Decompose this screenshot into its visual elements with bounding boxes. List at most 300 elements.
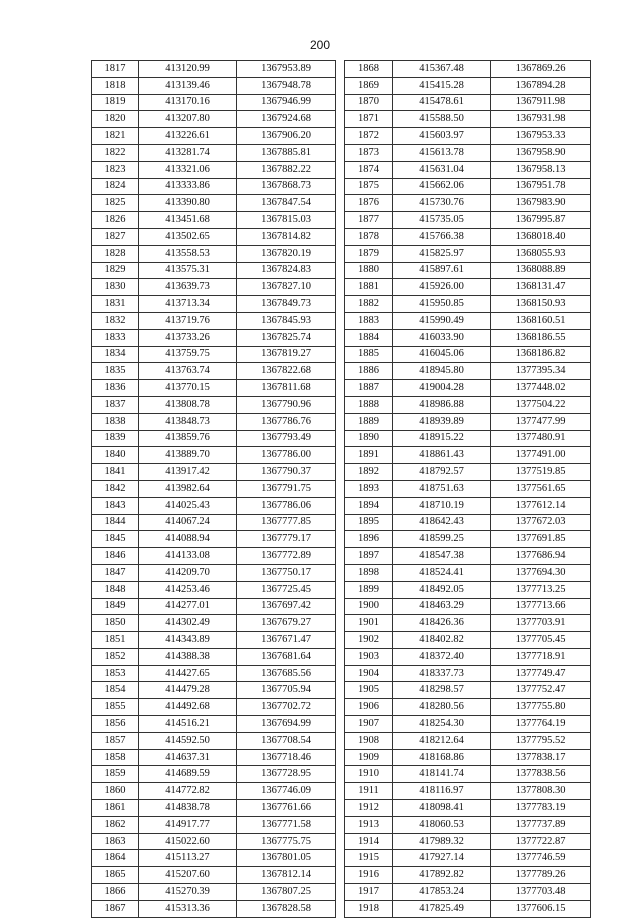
y-coordinate-cell: 1377703.48	[491, 884, 591, 901]
table-row	[92, 94, 336, 111]
point-number-cell: 1843	[92, 497, 139, 514]
table-row	[345, 128, 591, 145]
y-coordinate-cell: 1367786.00	[237, 447, 336, 464]
point-number-cell: 1825	[92, 195, 139, 212]
point-number-cell: 1911	[345, 783, 393, 800]
y-coordinate-cell: 1377561.65	[491, 480, 591, 497]
point-number-cell: 1823	[92, 161, 139, 178]
table-row	[92, 800, 336, 817]
table-row	[92, 749, 336, 766]
point-number-cell: 1887	[345, 380, 393, 397]
point-number-cell: 1839	[92, 430, 139, 447]
table-row	[92, 61, 336, 78]
table-row	[345, 850, 591, 867]
y-coordinate-cell: 1367685.56	[237, 665, 336, 682]
y-coordinate-cell: 1367958.90	[491, 144, 591, 161]
y-coordinate-cell: 1367697.42	[237, 598, 336, 615]
table-row	[92, 413, 336, 430]
y-coordinate-cell: 1377808.30	[491, 783, 591, 800]
y-coordinate-cell: 1377491.00	[491, 447, 591, 464]
table-row	[92, 346, 336, 363]
coordinates-table-left	[91, 60, 336, 918]
x-coordinate-cell: 418254.30	[393, 716, 491, 733]
table-row	[92, 564, 336, 581]
point-number-cell: 1895	[345, 514, 393, 531]
y-coordinate-cell: 1367728.95	[237, 766, 336, 783]
point-number-cell: 1867	[92, 900, 139, 917]
x-coordinate-cell: 415415.28	[393, 77, 491, 94]
table-row	[92, 497, 336, 514]
table-row	[92, 699, 336, 716]
x-coordinate-cell: 413848.73	[139, 413, 237, 430]
point-number-cell: 1897	[345, 548, 393, 565]
point-number-cell: 1881	[345, 279, 393, 296]
y-coordinate-cell: 1367924.68	[237, 111, 336, 128]
point-number-cell: 1820	[92, 111, 139, 128]
point-number-cell: 1872	[345, 128, 393, 145]
table-row	[345, 413, 591, 430]
point-number-cell: 1862	[92, 816, 139, 833]
point-number-cell: 1913	[345, 816, 393, 833]
point-number-cell: 1914	[345, 833, 393, 850]
point-number-cell: 1912	[345, 800, 393, 817]
x-coordinate-cell: 413713.34	[139, 296, 237, 313]
y-coordinate-cell: 1377686.94	[491, 548, 591, 565]
y-coordinate-cell: 1367820.19	[237, 245, 336, 262]
x-coordinate-cell: 414592.50	[139, 732, 237, 749]
point-number-cell: 1847	[92, 564, 139, 581]
table-row	[345, 480, 591, 497]
point-number-cell: 1878	[345, 228, 393, 245]
y-coordinate-cell: 1377691.85	[491, 531, 591, 548]
y-coordinate-cell: 1367761.66	[237, 800, 336, 817]
point-number-cell: 1882	[345, 296, 393, 313]
point-number-cell: 1918	[345, 900, 393, 917]
table-row	[345, 61, 591, 78]
x-coordinate-cell: 415990.49	[393, 312, 491, 329]
y-coordinate-cell: 1377764.19	[491, 716, 591, 733]
y-coordinate-cell: 1367791.75	[237, 480, 336, 497]
point-number-cell: 1822	[92, 144, 139, 161]
table-row	[345, 94, 591, 111]
y-coordinate-cell: 1367725.45	[237, 581, 336, 598]
x-coordinate-cell: 413770.15	[139, 380, 237, 397]
x-coordinate-cell: 414302.49	[139, 615, 237, 632]
x-coordinate-cell: 413333.86	[139, 178, 237, 195]
table-row	[345, 867, 591, 884]
x-coordinate-cell: 419004.28	[393, 380, 491, 397]
y-coordinate-cell: 1367786.06	[237, 497, 336, 514]
y-coordinate-cell: 1377789.26	[491, 867, 591, 884]
x-coordinate-cell: 418492.05	[393, 581, 491, 598]
table-row	[92, 716, 336, 733]
x-coordinate-cell: 418116.97	[393, 783, 491, 800]
point-number-cell: 1863	[92, 833, 139, 850]
x-coordinate-cell: 413451.68	[139, 212, 237, 229]
x-coordinate-cell: 418402.82	[393, 632, 491, 649]
y-coordinate-cell: 1377752.47	[491, 682, 591, 699]
x-coordinate-cell: 414516.21	[139, 716, 237, 733]
point-number-cell: 1899	[345, 581, 393, 598]
y-coordinate-cell: 1367807.25	[237, 884, 336, 901]
table-row	[345, 144, 591, 161]
table-row	[345, 178, 591, 195]
point-number-cell: 1904	[345, 665, 393, 682]
point-number-cell: 1884	[345, 329, 393, 346]
table-row	[345, 833, 591, 850]
y-coordinate-cell: 1367894.28	[491, 77, 591, 94]
page-number: 200	[309, 38, 331, 52]
table-row	[92, 514, 336, 531]
x-coordinate-cell: 418141.74	[393, 766, 491, 783]
point-number-cell: 1844	[92, 514, 139, 531]
x-coordinate-cell: 414637.31	[139, 749, 237, 766]
table-row	[92, 228, 336, 245]
x-coordinate-cell: 418060.53	[393, 816, 491, 833]
x-coordinate-cell: 417989.32	[393, 833, 491, 850]
table-row	[92, 279, 336, 296]
coordinates-table-right	[344, 60, 591, 918]
y-coordinate-cell: 1377722.87	[491, 833, 591, 850]
x-coordinate-cell: 414917.77	[139, 816, 237, 833]
x-coordinate-cell: 413321.06	[139, 161, 237, 178]
x-coordinate-cell: 414479.28	[139, 682, 237, 699]
point-number-cell: 1851	[92, 632, 139, 649]
point-number-cell: 1890	[345, 430, 393, 447]
y-coordinate-cell: 1367681.64	[237, 648, 336, 665]
table-row	[345, 800, 591, 817]
y-coordinate-cell: 1367948.78	[237, 77, 336, 94]
table-row	[92, 615, 336, 632]
x-coordinate-cell: 416045.06	[393, 346, 491, 363]
table-row	[345, 514, 591, 531]
x-coordinate-cell: 418298.57	[393, 682, 491, 699]
point-number-cell: 1873	[345, 144, 393, 161]
point-number-cell: 1859	[92, 766, 139, 783]
point-number-cell: 1909	[345, 749, 393, 766]
y-coordinate-cell: 1367718.46	[237, 749, 336, 766]
x-coordinate-cell: 418939.89	[393, 413, 491, 430]
table-row	[345, 464, 591, 481]
table-row	[345, 346, 591, 363]
table-row	[345, 716, 591, 733]
x-coordinate-cell: 415825.97	[393, 245, 491, 262]
x-coordinate-cell: 418945.80	[393, 363, 491, 380]
y-coordinate-cell: 1367793.49	[237, 430, 336, 447]
table-row	[92, 178, 336, 195]
table-row	[92, 833, 336, 850]
table-row	[92, 480, 336, 497]
y-coordinate-cell: 1377612.14	[491, 497, 591, 514]
table-row	[92, 548, 336, 565]
point-number-cell: 1817	[92, 61, 139, 78]
point-number-cell: 1842	[92, 480, 139, 497]
x-coordinate-cell: 418792.57	[393, 464, 491, 481]
point-number-cell: 1826	[92, 212, 139, 229]
x-coordinate-cell: 413558.53	[139, 245, 237, 262]
y-coordinate-cell: 1367790.96	[237, 396, 336, 413]
y-coordinate-cell: 1367869.26	[491, 61, 591, 78]
table-row	[92, 766, 336, 783]
x-coordinate-cell: 413226.61	[139, 128, 237, 145]
y-coordinate-cell: 1367825.74	[237, 329, 336, 346]
table-row	[92, 732, 336, 749]
x-coordinate-cell: 418280.56	[393, 699, 491, 716]
point-number-cell: 1852	[92, 648, 139, 665]
table-row	[92, 111, 336, 128]
point-number-cell: 1915	[345, 850, 393, 867]
x-coordinate-cell: 417892.82	[393, 867, 491, 884]
y-coordinate-cell: 1367882.22	[237, 161, 336, 178]
table-row	[345, 245, 591, 262]
point-number-cell: 1906	[345, 699, 393, 716]
x-coordinate-cell: 413390.80	[139, 195, 237, 212]
point-number-cell: 1891	[345, 447, 393, 464]
x-coordinate-cell: 414388.38	[139, 648, 237, 665]
table-row	[92, 245, 336, 262]
point-number-cell: 1875	[345, 178, 393, 195]
x-coordinate-cell: 415588.50	[393, 111, 491, 128]
point-number-cell: 1892	[345, 464, 393, 481]
x-coordinate-cell: 418168.86	[393, 749, 491, 766]
x-coordinate-cell: 413502.65	[139, 228, 237, 245]
y-coordinate-cell: 1368150.93	[491, 296, 591, 313]
y-coordinate-cell: 1377703.91	[491, 615, 591, 632]
x-coordinate-cell: 418915.22	[393, 430, 491, 447]
x-coordinate-cell: 413859.76	[139, 430, 237, 447]
x-coordinate-cell: 416033.90	[393, 329, 491, 346]
table-row	[345, 363, 591, 380]
point-number-cell: 1857	[92, 732, 139, 749]
x-coordinate-cell: 413281.74	[139, 144, 237, 161]
x-coordinate-cell: 414689.59	[139, 766, 237, 783]
y-coordinate-cell: 1377838.56	[491, 766, 591, 783]
table-row	[92, 850, 336, 867]
table-row	[92, 867, 336, 884]
y-coordinate-cell: 1368088.89	[491, 262, 591, 279]
x-coordinate-cell: 415926.00	[393, 279, 491, 296]
point-number-cell: 1819	[92, 94, 139, 111]
x-coordinate-cell: 414772.82	[139, 783, 237, 800]
point-number-cell: 1865	[92, 867, 139, 884]
y-coordinate-cell: 1367679.27	[237, 615, 336, 632]
x-coordinate-cell: 413763.74	[139, 363, 237, 380]
point-number-cell: 1898	[345, 564, 393, 581]
point-number-cell: 1834	[92, 346, 139, 363]
table-row	[345, 312, 591, 329]
table-row	[345, 564, 591, 581]
point-number-cell: 1907	[345, 716, 393, 733]
x-coordinate-cell: 414067.24	[139, 514, 237, 531]
y-coordinate-cell: 1368018.40	[491, 228, 591, 245]
y-coordinate-cell: 1367772.89	[237, 548, 336, 565]
x-coordinate-cell: 414427.65	[139, 665, 237, 682]
x-coordinate-cell: 413808.78	[139, 396, 237, 413]
x-coordinate-cell: 418986.88	[393, 396, 491, 413]
y-coordinate-cell: 1367708.54	[237, 732, 336, 749]
y-coordinate-cell: 1367801.05	[237, 850, 336, 867]
point-number-cell: 1908	[345, 732, 393, 749]
point-number-cell: 1840	[92, 447, 139, 464]
x-coordinate-cell: 415207.60	[139, 867, 237, 884]
x-coordinate-cell: 413575.31	[139, 262, 237, 279]
table-row	[92, 262, 336, 279]
table-row	[345, 632, 591, 649]
y-coordinate-cell: 1367746.09	[237, 783, 336, 800]
point-number-cell: 1869	[345, 77, 393, 94]
y-coordinate-cell: 1377519.85	[491, 464, 591, 481]
x-coordinate-cell: 415603.97	[393, 128, 491, 145]
table-row	[92, 77, 336, 94]
x-coordinate-cell: 413139.46	[139, 77, 237, 94]
table-row	[345, 699, 591, 716]
point-number-cell: 1829	[92, 262, 139, 279]
y-coordinate-cell: 1367779.17	[237, 531, 336, 548]
x-coordinate-cell: 418547.38	[393, 548, 491, 565]
point-number-cell: 1864	[92, 850, 139, 867]
point-number-cell: 1916	[345, 867, 393, 884]
point-number-cell: 1905	[345, 682, 393, 699]
y-coordinate-cell: 1367771.58	[237, 816, 336, 833]
y-coordinate-cell: 1367906.20	[237, 128, 336, 145]
point-number-cell: 1858	[92, 749, 139, 766]
y-coordinate-cell: 1368131.47	[491, 279, 591, 296]
table-row	[92, 128, 336, 145]
x-coordinate-cell: 418599.25	[393, 531, 491, 548]
x-coordinate-cell: 414253.46	[139, 581, 237, 598]
x-coordinate-cell: 418751.63	[393, 480, 491, 497]
table-row	[92, 380, 336, 397]
y-coordinate-cell: 1377737.89	[491, 816, 591, 833]
x-coordinate-cell: 413207.80	[139, 111, 237, 128]
x-coordinate-cell: 415735.05	[393, 212, 491, 229]
x-coordinate-cell: 415631.04	[393, 161, 491, 178]
y-coordinate-cell: 1367958.13	[491, 161, 591, 178]
table-row	[92, 598, 336, 615]
y-coordinate-cell: 1377718.91	[491, 648, 591, 665]
table-row	[92, 648, 336, 665]
x-coordinate-cell: 413982.64	[139, 480, 237, 497]
point-number-cell: 1893	[345, 480, 393, 497]
x-coordinate-cell: 415897.61	[393, 262, 491, 279]
x-coordinate-cell: 414277.01	[139, 598, 237, 615]
point-number-cell: 1896	[345, 531, 393, 548]
point-number-cell: 1853	[92, 665, 139, 682]
point-number-cell: 1861	[92, 800, 139, 817]
x-coordinate-cell: 414838.78	[139, 800, 237, 817]
table-row	[92, 447, 336, 464]
point-number-cell: 1833	[92, 329, 139, 346]
point-number-cell: 1868	[345, 61, 393, 78]
point-number-cell: 1827	[92, 228, 139, 245]
x-coordinate-cell: 415270.39	[139, 884, 237, 901]
point-number-cell: 1870	[345, 94, 393, 111]
y-coordinate-cell: 1377477.99	[491, 413, 591, 430]
x-coordinate-cell: 415113.27	[139, 850, 237, 867]
y-coordinate-cell: 1368055.93	[491, 245, 591, 262]
y-coordinate-cell: 1367702.72	[237, 699, 336, 716]
y-coordinate-cell: 1377504.22	[491, 396, 591, 413]
y-coordinate-cell: 1377795.52	[491, 732, 591, 749]
x-coordinate-cell: 415766.38	[393, 228, 491, 245]
table-row	[345, 766, 591, 783]
y-coordinate-cell: 1377694.30	[491, 564, 591, 581]
point-number-cell: 1888	[345, 396, 393, 413]
point-number-cell: 1830	[92, 279, 139, 296]
x-coordinate-cell: 418337.73	[393, 665, 491, 682]
x-coordinate-cell: 415022.60	[139, 833, 237, 850]
table-row	[345, 749, 591, 766]
point-number-cell: 1880	[345, 262, 393, 279]
table-row	[345, 682, 591, 699]
y-coordinate-cell: 1377705.45	[491, 632, 591, 649]
table-row	[345, 531, 591, 548]
y-coordinate-cell: 1377448.02	[491, 380, 591, 397]
y-coordinate-cell: 1367750.17	[237, 564, 336, 581]
y-coordinate-cell: 1377755.80	[491, 699, 591, 716]
y-coordinate-cell: 1367815.03	[237, 212, 336, 229]
x-coordinate-cell: 418372.40	[393, 648, 491, 665]
x-coordinate-cell: 418642.43	[393, 514, 491, 531]
x-coordinate-cell: 417825.49	[393, 900, 491, 917]
y-coordinate-cell: 1377746.59	[491, 850, 591, 867]
table-row	[345, 161, 591, 178]
y-coordinate-cell: 1367845.93	[237, 312, 336, 329]
table-row	[345, 228, 591, 245]
table-row	[92, 665, 336, 682]
table-row	[92, 195, 336, 212]
x-coordinate-cell: 413759.75	[139, 346, 237, 363]
table-row	[92, 783, 336, 800]
table-row	[345, 548, 591, 565]
y-coordinate-cell: 1367828.58	[237, 900, 336, 917]
x-coordinate-cell: 417927.14	[393, 850, 491, 867]
point-number-cell: 1894	[345, 497, 393, 514]
table-row	[92, 296, 336, 313]
point-number-cell: 1838	[92, 413, 139, 430]
y-coordinate-cell: 1367694.99	[237, 716, 336, 733]
y-coordinate-cell: 1367847.54	[237, 195, 336, 212]
point-number-cell: 1883	[345, 312, 393, 329]
x-coordinate-cell: 413733.26	[139, 329, 237, 346]
point-number-cell: 1854	[92, 682, 139, 699]
y-coordinate-cell: 1367849.73	[237, 296, 336, 313]
y-coordinate-cell: 1367814.82	[237, 228, 336, 245]
y-coordinate-cell: 1367819.27	[237, 346, 336, 363]
table-row	[92, 632, 336, 649]
table-row	[345, 598, 591, 615]
x-coordinate-cell: 414492.68	[139, 699, 237, 716]
x-coordinate-cell: 413639.73	[139, 279, 237, 296]
y-coordinate-cell: 1367824.83	[237, 262, 336, 279]
table-row	[92, 682, 336, 699]
point-number-cell: 1848	[92, 581, 139, 598]
point-number-cell: 1846	[92, 548, 139, 565]
point-number-cell: 1860	[92, 783, 139, 800]
point-number-cell: 1900	[345, 598, 393, 615]
y-coordinate-cell: 1367983.90	[491, 195, 591, 212]
table-row	[345, 665, 591, 682]
y-coordinate-cell: 1368186.82	[491, 346, 591, 363]
x-coordinate-cell: 413889.70	[139, 447, 237, 464]
table-row	[345, 296, 591, 313]
point-number-cell: 1871	[345, 111, 393, 128]
y-coordinate-cell: 1377713.66	[491, 598, 591, 615]
y-coordinate-cell: 1367822.68	[237, 363, 336, 380]
y-coordinate-cell: 1367953.89	[237, 61, 336, 78]
table-row	[345, 900, 591, 917]
point-number-cell: 1850	[92, 615, 139, 632]
